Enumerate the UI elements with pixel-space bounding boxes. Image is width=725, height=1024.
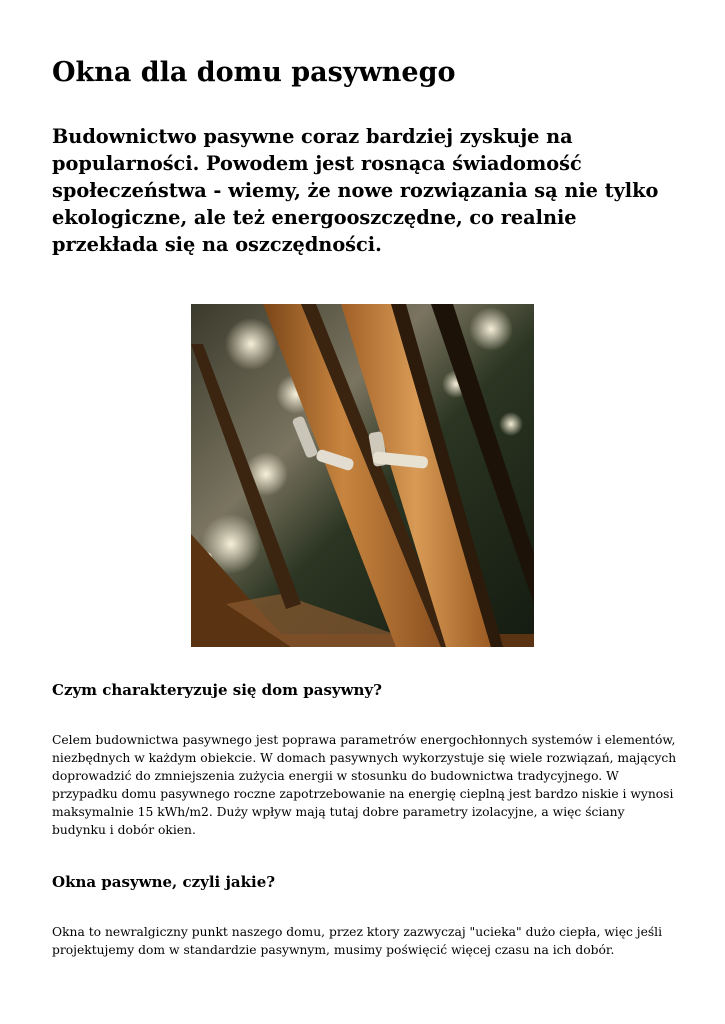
section-body: Okna to newralgiczny punkt naszego domu, przez ktory zazwyczaj "ucieka" dużo ciepła, więc jeśli projektujemy dom w standardzie pasywnym, musimy poświęcić więcej czasu na ich dobór. <box>52 925 663 957</box>
section-heading: Okna pasywne, czyli jakie? <box>52 873 276 891</box>
section-heading: Czym charakteryzuje się dom pasywny? <box>52 681 382 699</box>
article-lead: Budownictwo pasywne coraz bardziej zyskuje na popularności. Powodem jest rosnąca świadomość społeczeństwa - wiemy, że nowe rozwiązania są nie tylko ekologiczne, ale też energooszczędne, co realnie przekłada się na oszczędności. <box>52 125 659 256</box>
page-title: Okna dla domu pasywnego <box>52 57 456 88</box>
section-body: Celem budownictwa pasywnego jest poprawa parametrów energochłonnych systemów i elementów, niezbędnych w każdym obiekcie. W domach pasywnych wykorzystuje się wiele rozwiązań, mających doprowadzić do zmniejszenia zużycia energii w stosunku do budownictwa tradycyjnego. W przypadku domu pasywnego roczne zapotrzebowanie na energię cieplną jest bardzo niskie i wynosi maksymalnie 15 kWh/m2. Duży wpływ mają tutaj dobre parametry izolacyjne, a więc ściany budynku i dobór okien. <box>52 733 677 837</box>
wooden-window-photo <box>191 304 534 647</box>
